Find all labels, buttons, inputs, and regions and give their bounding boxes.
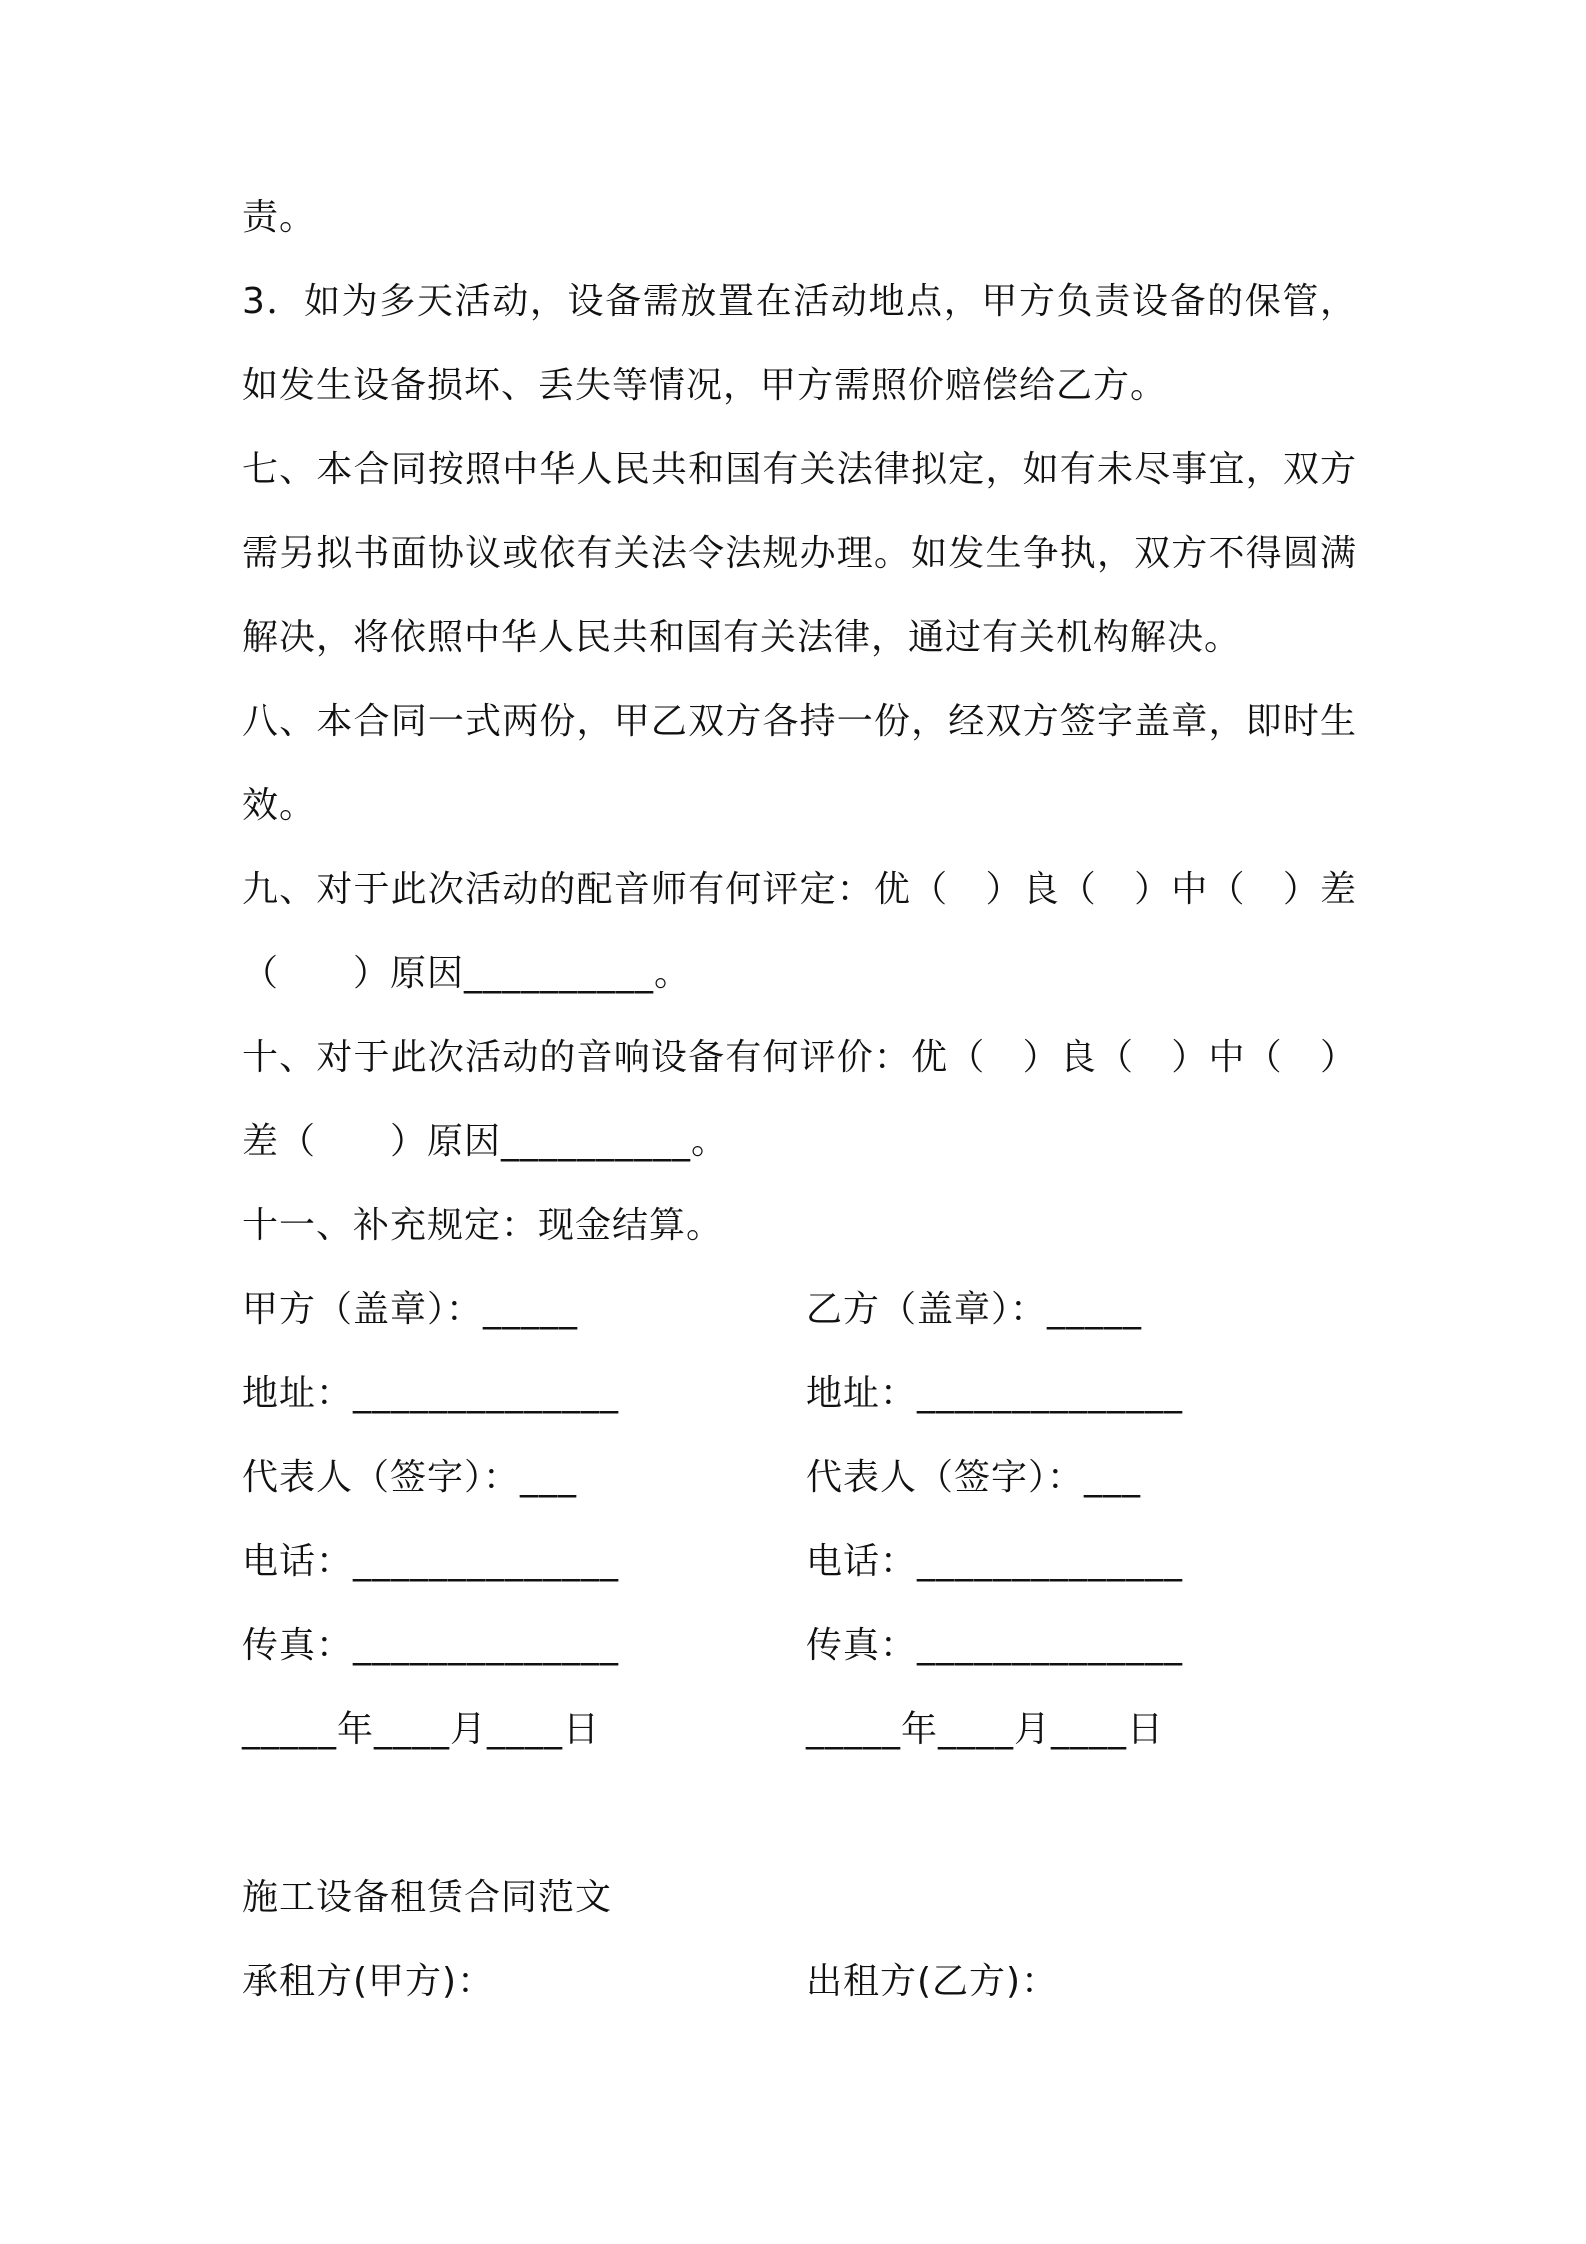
party-b-phone-field: 电话：______________ bbox=[806, 1541, 1184, 1582]
body-line: 如发生设备损坏、丢失等情况，甲方需照价赔偿给乙方。 bbox=[242, 365, 1168, 406]
party-b-address-field: 地址：______________ bbox=[806, 1373, 1184, 1414]
clause-eleven: 十一、补充规定：现金结算。 bbox=[242, 1205, 724, 1246]
party-a-date-field: _____年____月____日 bbox=[242, 1709, 601, 1750]
party-b-representative-field: 代表人（签字）：___ bbox=[806, 1457, 1142, 1498]
body-line: 需另拟书面协议或依有关法令法规办理。如发生争执，双方不得圆满 bbox=[242, 533, 1357, 574]
body-line: （ ）原因__________。 bbox=[242, 953, 692, 994]
party-b-date-field: _____年____月____日 bbox=[806, 1709, 1165, 1750]
next-contract-title: 施工设备租赁合同范文 bbox=[242, 1877, 613, 1918]
party-a-representative-field: 代表人（签字）：___ bbox=[242, 1457, 578, 1498]
party-a-fax-field: 传真：______________ bbox=[242, 1625, 620, 1666]
party-a-phone-field: 电话：______________ bbox=[242, 1541, 620, 1582]
body-line: 效。 bbox=[242, 785, 317, 826]
body-line: 差（ ）原因__________。 bbox=[242, 1121, 729, 1162]
party-a-seal-field: 甲方（盖章）：_____ bbox=[242, 1289, 579, 1330]
lessee-label: 承租方(甲方)： bbox=[242, 1961, 495, 2002]
clause-ten: 十、对于此次活动的音响设备有何评价：优（ ）良（ ）中（ ） bbox=[242, 1037, 1357, 1078]
body-line: 3．如为多天活动，设备需放置在活动地点，甲方负责设备的保管， bbox=[242, 281, 1357, 322]
party-b-fax-field: 传真：______________ bbox=[806, 1625, 1184, 1666]
body-line: 责。 bbox=[242, 197, 317, 238]
clause-nine: 九、对于此次活动的配音师有何评定：优（ ）良（ ）中（ ）差 bbox=[242, 869, 1357, 910]
clause-eight: 八、本合同一式两份，甲乙双方各持一份，经双方签字盖章，即时生 bbox=[242, 701, 1357, 742]
lessor-label: 出租方(乙方)： bbox=[806, 1961, 1059, 2002]
party-a-address-field: 地址：______________ bbox=[242, 1373, 620, 1414]
body-line: 解决，将依照中华人民共和国有关法律，通过有关机构解决。 bbox=[242, 617, 1242, 658]
clause-seven: 七、本合同按照中华人民共和国有关法律拟定，如有未尽事宜，双方 bbox=[242, 449, 1357, 490]
party-b-seal-field: 乙方（盖章）：_____ bbox=[806, 1289, 1143, 1330]
